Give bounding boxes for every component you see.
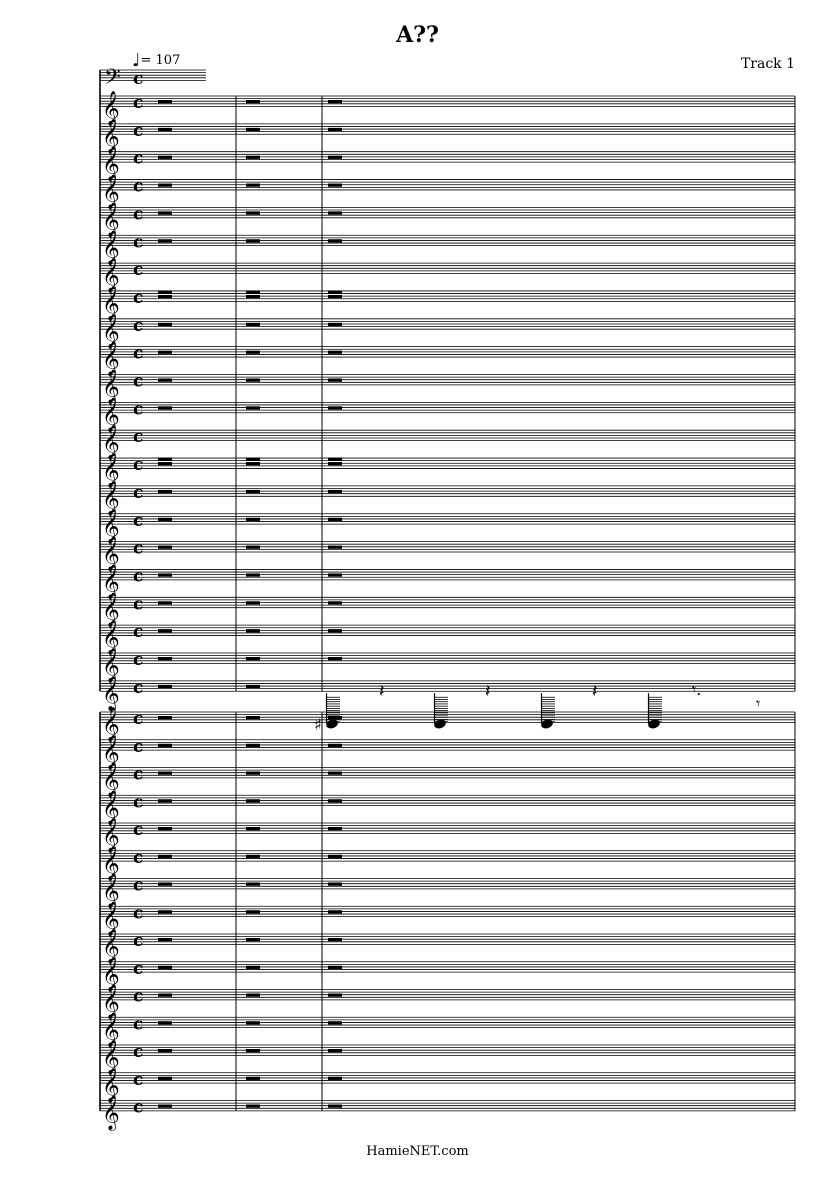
whole-rest: [246, 629, 260, 632]
time-signature: c: [133, 622, 144, 643]
whole-rest: [328, 966, 342, 969]
track-label: Track 1: [740, 56, 795, 72]
whole-rest: [246, 295, 260, 298]
time-signature: c: [133, 538, 144, 559]
whole-rest: [246, 458, 260, 461]
time-signature: c: [133, 315, 144, 336]
treble-clef-icon: 𝄞: [102, 425, 120, 461]
whole-rest: [158, 1077, 172, 1080]
whole-rest: [246, 406, 260, 409]
time-signature: c: [133, 792, 144, 813]
whole-rest: [328, 657, 342, 660]
time-signature: c: [133, 427, 144, 448]
whole-rest: [328, 772, 342, 775]
whole-rest: [158, 239, 172, 242]
whole-rest: [328, 1077, 342, 1080]
sharp-accidental: ♯: [314, 715, 322, 734]
whole-rest: [328, 601, 342, 604]
time-signature: c: [133, 176, 144, 197]
whole-rest: [246, 128, 260, 131]
footer-credit: HamieNET.com: [366, 1144, 469, 1159]
whole-rest: [246, 546, 260, 549]
whole-rest: [158, 211, 172, 214]
treble-clef-icon: 𝄞: [102, 620, 120, 656]
treble-clef-icon: 𝄞: [102, 369, 120, 405]
treble-clef-icon: 𝄞: [102, 397, 120, 433]
whole-rest: [246, 966, 260, 969]
time-signature: c: [133, 232, 144, 253]
whole-rest: [158, 100, 172, 103]
whole-rest: [246, 1077, 260, 1080]
treble-clef-icon: 𝄞: [102, 1012, 120, 1048]
bass-clef-icon: 𝄢: [104, 65, 121, 95]
treble-clef-icon: 𝄞: [102, 734, 120, 770]
dotted-eighth-rest: 𝄾.: [692, 679, 702, 699]
whole-rest: [158, 128, 172, 131]
time-signature: c: [133, 1069, 144, 1090]
whole-rest: [158, 938, 172, 941]
whole-rest: [328, 1049, 342, 1052]
treble-clef-icon: 𝄞: [102, 118, 120, 154]
time-signature: c: [133, 371, 144, 392]
time-signature: c: [133, 510, 144, 531]
whole-rest: [158, 601, 172, 604]
whole-rest: [246, 462, 260, 465]
treble-clef-icon: 𝄞: [102, 536, 120, 572]
whole-rest: [158, 657, 172, 660]
treble-clef-icon: 𝄞: [102, 901, 120, 937]
treble-clef-icon: 𝄞: [102, 1040, 120, 1075]
whole-rest: [328, 1105, 342, 1108]
whole-rest: [246, 883, 260, 886]
treble-clef-icon: 𝄞: [102, 508, 120, 544]
whole-rest: [246, 518, 260, 521]
whole-rest: [158, 910, 172, 913]
whole-rest: [158, 629, 172, 632]
whole-rest: [246, 855, 260, 858]
time-signature: c: [133, 958, 144, 979]
whole-rest: [246, 716, 260, 719]
whole-rest: [158, 1049, 172, 1052]
whole-rest: [246, 156, 260, 159]
time-signature: c: [133, 482, 144, 503]
whole-rest: [158, 351, 172, 354]
whole-rest: [246, 910, 260, 913]
time-signature: c: [133, 820, 144, 840]
whole-rest: [158, 827, 172, 830]
whole-rest: [246, 827, 260, 830]
whole-rest: [328, 938, 342, 941]
time-signature: c: [133, 204, 144, 225]
time-signature: c: [133, 260, 144, 281]
treble-clef-icon: 𝄞: [102, 648, 120, 683]
whole-rest: [246, 657, 260, 660]
time-signature: c: [133, 986, 144, 1007]
time-signature: c: [133, 93, 144, 113]
treble-clef-icon: 𝄞: [102, 230, 120, 266]
whole-rest: [158, 883, 172, 886]
whole-rest: [328, 379, 342, 382]
time-signature: c: [133, 455, 144, 476]
whole-rest: [328, 744, 342, 747]
tempo-bpm: 107: [155, 53, 181, 68]
whole-rest: [158, 994, 172, 997]
quarter-note-icon: ♩: [132, 50, 141, 71]
treble-clef-icon: 𝄞: [102, 313, 120, 349]
whole-rest: [158, 490, 172, 493]
time-signature: c: [133, 736, 144, 757]
treble-clef-icon: 𝄞: [102, 146, 120, 182]
whole-rest: [328, 994, 342, 997]
treble-clef-icon: 𝄞: [102, 564, 120, 600]
whole-rest: [158, 379, 172, 382]
time-signature: c: [133, 148, 144, 169]
time-signature: c: [133, 764, 144, 785]
whole-rest: [158, 458, 172, 461]
tempo-equals: =: [140, 53, 156, 68]
whole-rest: [246, 100, 260, 103]
whole-rest: [328, 910, 342, 913]
treble-clef-icon: 𝄞: [102, 762, 120, 798]
whole-rest: [158, 184, 172, 187]
whole-rest: [328, 546, 342, 549]
whole-rest: [158, 744, 172, 747]
time-signature: c: [133, 69, 144, 89]
whole-rest: [328, 128, 342, 131]
quarter-rest: 𝄽: [485, 680, 491, 702]
quarter-rest: 𝄽: [379, 680, 385, 702]
whole-rest: [328, 799, 342, 802]
whole-rest: [328, 156, 342, 159]
treble-clef-icon: 𝄞: [102, 258, 120, 294]
whole-rest: [328, 458, 342, 461]
whole-rest: [246, 1021, 260, 1024]
quarter-rest: 𝄽: [592, 680, 598, 702]
whole-rest: [246, 1105, 260, 1108]
whole-rest: [158, 462, 172, 465]
treble-clef-icon: 𝄞: [102, 707, 120, 742]
time-signature: c: [133, 566, 144, 587]
whole-rest: [158, 855, 172, 858]
treble-clef-icon: 𝄞: [102, 174, 120, 210]
treble-clef-icon: 𝄞: [102, 91, 120, 126]
time-signature: c: [133, 650, 144, 670]
whole-rest: [246, 799, 260, 802]
time-signature: c: [133, 1014, 144, 1035]
time-signature: c: [133, 677, 144, 698]
treble-clef-icon: 𝄞: [102, 285, 120, 321]
whole-rest: [246, 772, 260, 775]
score-title: A??: [396, 22, 439, 48]
whole-rest: [158, 156, 172, 159]
whole-rest: [328, 883, 342, 886]
whole-rest: [158, 685, 172, 688]
time-signature: c: [133, 903, 144, 924]
whole-rest: [246, 1049, 260, 1052]
whole-rest: [158, 518, 172, 521]
whole-rest: [328, 211, 342, 214]
whole-rest: [158, 772, 172, 775]
whole-rest: [246, 211, 260, 214]
whole-rest: [246, 184, 260, 187]
treble-clef-icon: 𝄞: [102, 1067, 120, 1103]
whole-rest: [246, 573, 260, 576]
treble-clef-icon: 𝄞: [102, 984, 120, 1020]
whole-rest: [328, 827, 342, 830]
time-signature: c: [133, 343, 144, 364]
thirtysecond-rest: 𝄾: [756, 693, 761, 713]
whole-rest: [246, 938, 260, 941]
whole-rest: [328, 351, 342, 354]
treble-clef-icon: 𝄞: [102, 453, 120, 489]
time-signature: c: [133, 287, 144, 308]
whole-rest: [328, 239, 342, 242]
whole-rest: [246, 490, 260, 493]
time-signature: c: [133, 120, 144, 141]
whole-rest: [158, 406, 172, 409]
whole-rest: [328, 573, 342, 576]
whole-rest: [158, 966, 172, 969]
whole-rest: [158, 573, 172, 576]
whole-rest: [328, 323, 342, 326]
treble-clef-icon: 𝄞: [102, 1095, 120, 1131]
time-signature: c: [133, 875, 144, 896]
time-signature: c: [133, 709, 144, 729]
whole-rest: [328, 184, 342, 187]
whole-rest: [328, 518, 342, 521]
treble-clef-icon: 𝄞: [102, 790, 120, 826]
whole-rest: [158, 546, 172, 549]
whole-rest: [158, 290, 172, 293]
whole-rest: [246, 323, 260, 326]
treble-clef-icon: 𝄞: [102, 873, 120, 909]
whole-rest: [328, 290, 342, 293]
whole-rest: [158, 1021, 172, 1024]
treble-clef-icon: 𝄞: [102, 480, 120, 516]
treble-clef-icon: 𝄞: [102, 592, 120, 628]
whole-rest: [328, 462, 342, 465]
treble-clef-icon: 𝄞: [102, 202, 120, 238]
time-signature: c: [133, 1097, 144, 1118]
whole-rest: [158, 295, 172, 298]
whole-rest: [246, 994, 260, 997]
whole-rest: [328, 295, 342, 298]
time-signature: c: [133, 594, 144, 615]
whole-rest: [328, 100, 342, 103]
treble-clef-icon: 𝄞: [102, 929, 120, 964]
whole-rest: [246, 601, 260, 604]
time-signature: c: [133, 1042, 144, 1062]
whole-rest: [246, 290, 260, 293]
whole-rest: [328, 855, 342, 858]
whole-rest: [328, 716, 342, 719]
whole-rest: [246, 744, 260, 747]
whole-rest: [246, 379, 260, 382]
time-signature: c: [133, 847, 144, 868]
time-signature: c: [133, 399, 144, 420]
treble-clef-icon: 𝄞: [102, 341, 120, 377]
whole-rest: [158, 323, 172, 326]
whole-rest: [328, 490, 342, 493]
whole-rest: [328, 629, 342, 632]
whole-rest: [246, 239, 260, 242]
whole-rest: [158, 799, 172, 802]
whole-rest: [328, 1021, 342, 1024]
treble-clef-icon: 𝄞: [102, 956, 120, 992]
treble-clef-icon: 𝄞: [102, 845, 120, 881]
whole-rest: [246, 351, 260, 354]
treble-clef-icon: 𝄞: [102, 675, 120, 711]
treble-clef-icon: 𝄞: [102, 818, 120, 853]
whole-rest: [158, 716, 172, 719]
whole-rest: [328, 406, 342, 409]
whole-rest: [158, 1105, 172, 1108]
whole-rest: [246, 685, 260, 688]
time-signature: c: [133, 931, 144, 951]
